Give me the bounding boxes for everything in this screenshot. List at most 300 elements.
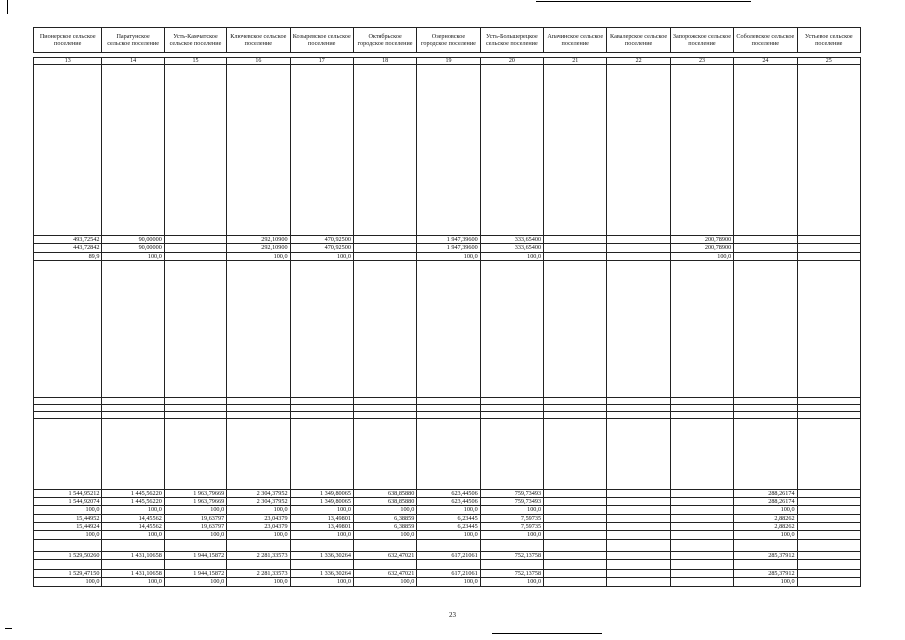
table-cell: 623,44506 bbox=[417, 489, 480, 497]
table-cell: 100,0 bbox=[734, 531, 797, 539]
table-cell: 1 529,47150 bbox=[34, 569, 102, 577]
table-cell bbox=[670, 498, 733, 506]
blank-cell bbox=[607, 559, 670, 569]
blank-cell bbox=[102, 260, 164, 397]
table-cell bbox=[607, 531, 670, 539]
table-cell: 100,0 bbox=[417, 531, 480, 539]
blank-cell bbox=[290, 260, 353, 397]
blank-cell bbox=[34, 260, 102, 397]
blank-cell bbox=[480, 559, 543, 569]
blank-cell bbox=[290, 539, 353, 551]
table-cell: 1 944,15872 bbox=[164, 569, 226, 577]
table-cell: 100,0 bbox=[353, 506, 416, 514]
table-row bbox=[34, 569, 861, 577]
table-cell: 1 431,10658 bbox=[102, 569, 164, 577]
table-row bbox=[34, 531, 861, 539]
table-cell bbox=[670, 551, 733, 559]
blank-cell bbox=[734, 539, 797, 551]
table-cell: 1 944,15872 bbox=[164, 551, 226, 559]
table-cell bbox=[544, 551, 607, 559]
header-cell: Ключевское сельское поселение bbox=[227, 28, 290, 53]
table-cell: 23,04379 bbox=[227, 523, 290, 531]
blank-cell bbox=[227, 404, 290, 411]
table-cell: 90,00000 bbox=[102, 244, 164, 252]
table-cell bbox=[797, 578, 860, 586]
blank-cell bbox=[164, 397, 226, 404]
settlements-table bbox=[33, 27, 861, 587]
header-cell: Запорожское сельское поселение bbox=[670, 28, 733, 53]
table-cell bbox=[544, 244, 607, 252]
blank-cell bbox=[34, 411, 102, 418]
table-cell bbox=[670, 506, 733, 514]
scan-line-top bbox=[536, 1, 751, 2]
blank-cell bbox=[607, 397, 670, 404]
blank-cell bbox=[417, 411, 480, 418]
blank-cell bbox=[164, 260, 226, 397]
table-cell: 6,38859 bbox=[353, 523, 416, 531]
table-cell: 1 349,80065 bbox=[290, 498, 353, 506]
blank-cell bbox=[480, 260, 543, 397]
table-cell bbox=[607, 506, 670, 514]
blank-cell bbox=[797, 411, 860, 418]
table-cell bbox=[797, 244, 860, 252]
table-cell: 100,0 bbox=[227, 531, 290, 539]
blank-cell bbox=[34, 65, 102, 236]
blank-cell bbox=[607, 539, 670, 551]
blank-cell bbox=[102, 397, 164, 404]
column-number: 19 bbox=[417, 58, 480, 65]
table-cell: 15,44924 bbox=[34, 523, 102, 531]
table-cell bbox=[670, 523, 733, 531]
table-cell: 285,37912 bbox=[734, 569, 797, 577]
table-cell bbox=[797, 498, 860, 506]
blank-cell bbox=[290, 418, 353, 489]
table-row bbox=[34, 506, 861, 514]
table-cell: 100,0 bbox=[290, 252, 353, 260]
table-cell bbox=[607, 514, 670, 522]
table-cell: 100,0 bbox=[480, 252, 543, 260]
table-cell: 100,0 bbox=[417, 578, 480, 586]
header-cell: Соболевское сельское поселение bbox=[734, 28, 797, 53]
table-cell: 14,45562 bbox=[102, 514, 164, 522]
blank-cell bbox=[480, 404, 543, 411]
table-cell: 1 445,56220 bbox=[102, 498, 164, 506]
table-cell: 100,0 bbox=[417, 506, 480, 514]
blank-cell bbox=[544, 418, 607, 489]
table-cell: 1 947,39600 bbox=[417, 244, 480, 252]
blank-row bbox=[34, 539, 861, 551]
header-cell: Озерновское городское поселение bbox=[417, 28, 480, 53]
blank-cell bbox=[797, 404, 860, 411]
table-cell: 100,0 bbox=[290, 531, 353, 539]
table-cell: 100,0 bbox=[102, 506, 164, 514]
blank-cell bbox=[544, 260, 607, 397]
table-cell bbox=[544, 498, 607, 506]
table-cell: 623,44506 bbox=[417, 498, 480, 506]
table-cell bbox=[164, 252, 226, 260]
table-cell: 200,78900 bbox=[670, 236, 733, 244]
table-body bbox=[34, 65, 861, 587]
table-cell bbox=[797, 252, 860, 260]
table-cell bbox=[544, 489, 607, 497]
table-cell: 100,0 bbox=[480, 531, 543, 539]
scan-line-left bbox=[7, 0, 8, 14]
table-cell: 23,04379 bbox=[227, 514, 290, 522]
blank-cell bbox=[417, 418, 480, 489]
table-cell: 14,45562 bbox=[102, 523, 164, 531]
blank-cell bbox=[34, 418, 102, 489]
table-cell: 1 445,56220 bbox=[102, 489, 164, 497]
table-cell: 100,0 bbox=[480, 578, 543, 586]
blank-cell bbox=[670, 397, 733, 404]
blank-cell bbox=[290, 397, 353, 404]
blank-row bbox=[34, 397, 861, 404]
blank-cell bbox=[353, 418, 416, 489]
table-cell: 333,65400 bbox=[480, 244, 543, 252]
blank-cell bbox=[227, 260, 290, 397]
blank-cell bbox=[34, 539, 102, 551]
table-row bbox=[34, 578, 861, 586]
table-cell bbox=[544, 523, 607, 531]
table-cell bbox=[797, 514, 860, 522]
header-cell: Усть-Большерецкое сельское поселение bbox=[480, 28, 543, 53]
table-cell bbox=[797, 506, 860, 514]
blank-cell bbox=[102, 418, 164, 489]
blank-cell bbox=[797, 65, 860, 236]
table-cell: 1 336,30264 bbox=[290, 551, 353, 559]
table-cell bbox=[544, 514, 607, 522]
table-cell bbox=[797, 236, 860, 244]
table-cell bbox=[164, 236, 226, 244]
table-cell bbox=[797, 531, 860, 539]
blank-cell bbox=[353, 397, 416, 404]
table-row bbox=[34, 551, 861, 559]
blank-cell bbox=[417, 539, 480, 551]
table-cell: 19,63797 bbox=[164, 523, 226, 531]
blank-cell bbox=[797, 418, 860, 489]
table-cell: 13,49801 bbox=[290, 514, 353, 522]
blank-cell bbox=[227, 411, 290, 418]
blank-cell bbox=[544, 411, 607, 418]
blank-cell bbox=[164, 559, 226, 569]
table-cell: 13,49801 bbox=[290, 523, 353, 531]
table-cell: 7,59735 bbox=[480, 523, 543, 531]
table-cell: 1 963,79669 bbox=[164, 498, 226, 506]
table-cell bbox=[797, 489, 860, 497]
blank-cell bbox=[797, 397, 860, 404]
blank-cell bbox=[480, 397, 543, 404]
table-row bbox=[34, 523, 861, 531]
blank-cell bbox=[353, 404, 416, 411]
blank-cell bbox=[797, 539, 860, 551]
blank-cell bbox=[102, 539, 164, 551]
table-cell: 100,0 bbox=[227, 506, 290, 514]
table-cell bbox=[607, 551, 670, 559]
blank-cell bbox=[164, 418, 226, 489]
blank-cell bbox=[102, 404, 164, 411]
table-cell: 333,65400 bbox=[480, 236, 543, 244]
table-cell bbox=[670, 569, 733, 577]
blank-cell bbox=[290, 404, 353, 411]
table-cell bbox=[164, 244, 226, 252]
blank-cell bbox=[607, 418, 670, 489]
blank-cell bbox=[227, 65, 290, 236]
blank-cell bbox=[734, 418, 797, 489]
table-cell: 100,0 bbox=[353, 531, 416, 539]
table-cell: 100,0 bbox=[102, 252, 164, 260]
blank-row bbox=[34, 65, 861, 236]
blank-cell bbox=[544, 397, 607, 404]
header-cell: Кавалерское сельское поселение bbox=[607, 28, 670, 53]
table-cell: 100,0 bbox=[734, 578, 797, 586]
header-cell: Октябрьское городское поселение bbox=[353, 28, 416, 53]
blank-cell bbox=[102, 65, 164, 236]
table-cell: 100,0 bbox=[290, 578, 353, 586]
blank-cell bbox=[417, 65, 480, 236]
column-number: 21 bbox=[544, 58, 607, 65]
table-cell: 100,0 bbox=[227, 578, 290, 586]
table-cell bbox=[353, 244, 416, 252]
table-cell bbox=[607, 498, 670, 506]
table-row bbox=[34, 489, 861, 497]
blank-cell bbox=[544, 404, 607, 411]
table-cell: 100,0 bbox=[734, 506, 797, 514]
table-cell: 89,9 bbox=[34, 252, 102, 260]
blank-cell bbox=[544, 539, 607, 551]
column-number: 15 bbox=[164, 58, 226, 65]
table-cell bbox=[670, 514, 733, 522]
table-cell: 100,0 bbox=[670, 252, 733, 260]
table-row bbox=[34, 236, 861, 244]
blank-cell bbox=[290, 559, 353, 569]
table-cell bbox=[544, 569, 607, 577]
table-cell bbox=[734, 252, 797, 260]
blank-cell bbox=[734, 397, 797, 404]
table-cell: 1 947,39600 bbox=[417, 236, 480, 244]
blank-cell bbox=[734, 404, 797, 411]
blank-cell bbox=[670, 404, 733, 411]
table-cell: 100,0 bbox=[34, 578, 102, 586]
blank-cell bbox=[670, 411, 733, 418]
table-cell: 638,85880 bbox=[353, 489, 416, 497]
table-cell bbox=[607, 523, 670, 531]
header-cell: Паратунское сельское поселение bbox=[102, 28, 164, 53]
blank-row bbox=[34, 559, 861, 569]
blank-cell bbox=[607, 411, 670, 418]
table-cell: 100,0 bbox=[164, 531, 226, 539]
table-cell: 759,73493 bbox=[480, 489, 543, 497]
table-cell: 288,26174 bbox=[734, 489, 797, 497]
blank-cell bbox=[734, 559, 797, 569]
table-cell: 6,23445 bbox=[417, 523, 480, 531]
blank-cell bbox=[797, 559, 860, 569]
table-cell bbox=[607, 569, 670, 577]
blank-cell bbox=[164, 404, 226, 411]
blank-cell bbox=[734, 260, 797, 397]
table-cell bbox=[607, 489, 670, 497]
blank-cell bbox=[480, 539, 543, 551]
column-number: 25 bbox=[797, 58, 860, 65]
table-row bbox=[34, 244, 861, 252]
table-cell: 90,00000 bbox=[102, 236, 164, 244]
blank-cell bbox=[544, 559, 607, 569]
table-cell: 292,10900 bbox=[227, 236, 290, 244]
blank-cell bbox=[227, 397, 290, 404]
blank-cell bbox=[670, 418, 733, 489]
table-cell bbox=[607, 578, 670, 586]
table-cell: 759,73493 bbox=[480, 498, 543, 506]
table-cell: 100,0 bbox=[290, 506, 353, 514]
table-cell bbox=[670, 489, 733, 497]
blank-cell bbox=[670, 559, 733, 569]
column-number: 13 bbox=[34, 58, 102, 65]
blank-cell bbox=[34, 559, 102, 569]
table-cell bbox=[607, 244, 670, 252]
table-cell: 292,10900 bbox=[227, 244, 290, 252]
scan-line-bottom-left bbox=[5, 628, 12, 629]
table-cell: 100,0 bbox=[102, 578, 164, 586]
blank-cell bbox=[353, 260, 416, 397]
column-number: 16 bbox=[227, 58, 290, 65]
blank-cell bbox=[227, 418, 290, 489]
column-number: 23 bbox=[670, 58, 733, 65]
table-cell bbox=[544, 252, 607, 260]
table-cell bbox=[797, 551, 860, 559]
blank-cell bbox=[670, 539, 733, 551]
blank-cell bbox=[164, 539, 226, 551]
table-cell bbox=[353, 236, 416, 244]
blank-cell bbox=[227, 539, 290, 551]
table-cell bbox=[734, 236, 797, 244]
blank-cell bbox=[102, 411, 164, 418]
blank-cell bbox=[480, 411, 543, 418]
blank-cell bbox=[353, 559, 416, 569]
blank-cell bbox=[417, 397, 480, 404]
table-cell: 2 304,37952 bbox=[227, 498, 290, 506]
table-cell bbox=[797, 523, 860, 531]
table-cell: 470,92500 bbox=[290, 244, 353, 252]
blank-cell bbox=[480, 65, 543, 236]
table-cell: 2 281,33573 bbox=[227, 569, 290, 577]
blank-cell bbox=[227, 559, 290, 569]
table-cell: 617,21061 bbox=[417, 569, 480, 577]
blank-cell bbox=[164, 65, 226, 236]
table-cell bbox=[734, 244, 797, 252]
blank-cell bbox=[670, 65, 733, 236]
blank-row bbox=[34, 260, 861, 397]
table-cell bbox=[544, 236, 607, 244]
blank-cell bbox=[480, 418, 543, 489]
table-cell bbox=[544, 531, 607, 539]
table-cell bbox=[670, 578, 733, 586]
table-cell bbox=[353, 252, 416, 260]
table-cell: 6,23445 bbox=[417, 514, 480, 522]
table-cell bbox=[607, 236, 670, 244]
table-cell: 100,0 bbox=[227, 252, 290, 260]
table-row bbox=[34, 498, 861, 506]
header-cell: Козыревское сельское поселение bbox=[290, 28, 353, 53]
table-cell: 285,37912 bbox=[734, 551, 797, 559]
blank-cell bbox=[417, 404, 480, 411]
table-cell: 100,0 bbox=[102, 531, 164, 539]
column-number-row bbox=[34, 58, 861, 65]
blank-row bbox=[34, 411, 861, 418]
blank-cell bbox=[102, 559, 164, 569]
table-cell: 100,0 bbox=[34, 506, 102, 514]
table-cell: 617,21061 bbox=[417, 551, 480, 559]
table-cell bbox=[544, 578, 607, 586]
column-number: 17 bbox=[290, 58, 353, 65]
table-row bbox=[34, 252, 861, 260]
table-cell: 2,88262 bbox=[734, 514, 797, 522]
table-cell: 470,92500 bbox=[290, 236, 353, 244]
blank-cell bbox=[797, 260, 860, 397]
table-cell: 100,0 bbox=[164, 506, 226, 514]
table-cell: 100,0 bbox=[34, 531, 102, 539]
column-number: 24 bbox=[734, 58, 797, 65]
blank-cell bbox=[417, 559, 480, 569]
blank-row bbox=[34, 418, 861, 489]
table-cell: 100,0 bbox=[417, 252, 480, 260]
blank-cell bbox=[734, 65, 797, 236]
table-cell: 288,26174 bbox=[734, 498, 797, 506]
table-cell: 2 304,37952 bbox=[227, 489, 290, 497]
blank-cell bbox=[607, 65, 670, 236]
blank-cell bbox=[353, 65, 416, 236]
table-cell: 752,13758 bbox=[480, 551, 543, 559]
table-cell: 1 544,95212 bbox=[34, 489, 102, 497]
table-cell: 100,0 bbox=[480, 506, 543, 514]
table-cell: 6,38859 bbox=[353, 514, 416, 522]
header-cell: Усть-Камчатское сельское поселение bbox=[164, 28, 226, 53]
blank-cell bbox=[607, 260, 670, 397]
table-cell: 1 529,50260 bbox=[34, 551, 102, 559]
blank-cell bbox=[544, 65, 607, 236]
blank-cell bbox=[353, 539, 416, 551]
table-cell bbox=[797, 569, 860, 577]
table-cell bbox=[670, 531, 733, 539]
table-cell bbox=[607, 252, 670, 260]
table-cell: 1 431,10658 bbox=[102, 551, 164, 559]
blank-cell bbox=[164, 411, 226, 418]
header-cell: Пионерское сельское поселение bbox=[34, 28, 102, 53]
blank-cell bbox=[290, 65, 353, 236]
table-cell: 100,0 bbox=[353, 578, 416, 586]
table-cell: 1 336,30264 bbox=[290, 569, 353, 577]
table-cell: 632,47021 bbox=[353, 551, 416, 559]
table-row bbox=[34, 514, 861, 522]
table-cell: 493,72542 bbox=[34, 236, 102, 244]
table-cell: 15,44952 bbox=[34, 514, 102, 522]
table-cell: 1 349,80065 bbox=[290, 489, 353, 497]
table-cell: 1 963,79669 bbox=[164, 489, 226, 497]
header-row bbox=[34, 28, 861, 53]
table-cell: 7,59735 bbox=[480, 514, 543, 522]
blank-cell bbox=[670, 260, 733, 397]
table-cell: 632,47021 bbox=[353, 569, 416, 577]
blank-cell bbox=[34, 397, 102, 404]
page-number: 23 bbox=[449, 611, 456, 619]
scan-line-bottom bbox=[492, 633, 602, 634]
table-cell: 100,0 bbox=[164, 578, 226, 586]
table-cell: 638,85880 bbox=[353, 498, 416, 506]
column-number: 14 bbox=[102, 58, 164, 65]
blank-cell bbox=[34, 404, 102, 411]
table-cell: 200,78900 bbox=[670, 244, 733, 252]
header-cell: Апачинское сельское поселение bbox=[544, 28, 607, 53]
blank-row bbox=[34, 404, 861, 411]
blank-cell bbox=[607, 404, 670, 411]
